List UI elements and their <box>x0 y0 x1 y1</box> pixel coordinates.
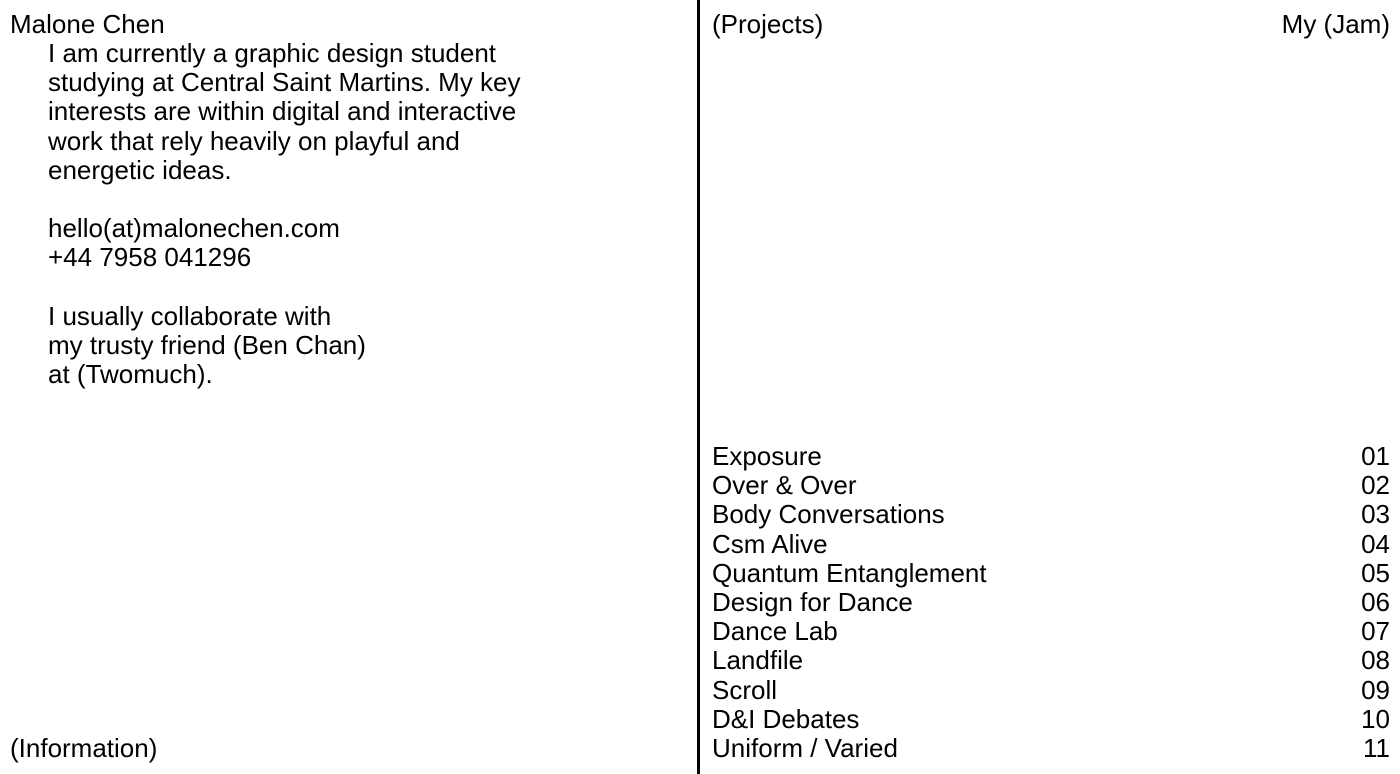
project-number: 06 <box>1361 586 1390 617</box>
project-title: Exposure <box>712 441 822 471</box>
project-number: 11 <box>1363 732 1390 763</box>
project-number: 08 <box>1361 645 1390 676</box>
collab-line: I usually collaborate with <box>48 300 332 331</box>
project-title: Uniform / Varied <box>712 732 898 763</box>
projects-link[interactable]: (Projects) <box>712 9 824 39</box>
spacer <box>48 273 648 302</box>
bio-line: I am currently a graphic design student <box>48 38 497 68</box>
information-link[interactable]: (Information) <box>10 733 158 763</box>
jam-link[interactable]: My (Jam) <box>1281 9 1390 39</box>
project-title: Quantum Entanglement <box>712 557 987 588</box>
project-number: 07 <box>1361 616 1390 647</box>
project-item-di-debates[interactable] <box>712 705 1390 734</box>
project-title: Over & Over <box>712 470 857 501</box>
project-item-quantum-entanglement[interactable] <box>712 559 1390 588</box>
project-title: Landfile <box>712 645 804 676</box>
site-owner-name: Malone Chen <box>10 9 165 39</box>
project-item-exposure[interactable] <box>712 442 1390 471</box>
project-list <box>712 442 1390 763</box>
project-number: 04 <box>1361 528 1390 559</box>
project-item-landfile[interactable] <box>712 646 1390 675</box>
collab-line: my trusty friend (Ben Chan) <box>48 330 366 360</box>
project-title: D&I Debates <box>712 703 860 734</box>
project-title: Csm Alive <box>712 528 828 559</box>
project-item-design-for-dance[interactable] <box>712 588 1390 617</box>
project-item-body-conversations[interactable] <box>712 500 1390 529</box>
bio-line: energetic ideas. <box>48 154 232 185</box>
contact-phone[interactable]: +44 7958 041296 <box>48 242 252 273</box>
project-number: 03 <box>1361 499 1390 530</box>
project-item-scroll[interactable] <box>712 676 1390 705</box>
projects-panel <box>700 0 1400 774</box>
bio-line: work that rely heavily on playful and <box>48 125 460 156</box>
bio-block <box>48 39 648 389</box>
bio-line: interests are within digital and interactive <box>48 96 517 127</box>
contact-email[interactable]: hello(at)malonechen.com <box>48 213 340 244</box>
project-number: 05 <box>1361 557 1390 588</box>
project-number: 10 <box>1361 703 1390 734</box>
project-number: 01 <box>1361 441 1390 471</box>
project-item-over-and-over[interactable] <box>712 471 1390 500</box>
project-title: Body Conversations <box>712 499 945 530</box>
project-title: Design for Dance <box>712 586 913 617</box>
information-panel <box>0 0 697 774</box>
project-number: 09 <box>1361 674 1390 705</box>
bio-line: studying at Central Saint Martins. My key <box>48 67 521 98</box>
spacer <box>48 185 648 214</box>
project-item-dance-lab[interactable] <box>712 617 1390 646</box>
project-item-uniform-varied[interactable] <box>712 734 1390 763</box>
project-title: Scroll <box>712 674 778 705</box>
project-item-csm-alive[interactable] <box>712 530 1390 559</box>
project-number: 02 <box>1361 470 1390 501</box>
collab-line: at (Twomuch). <box>48 359 213 390</box>
project-title: Dance Lab <box>712 616 838 647</box>
